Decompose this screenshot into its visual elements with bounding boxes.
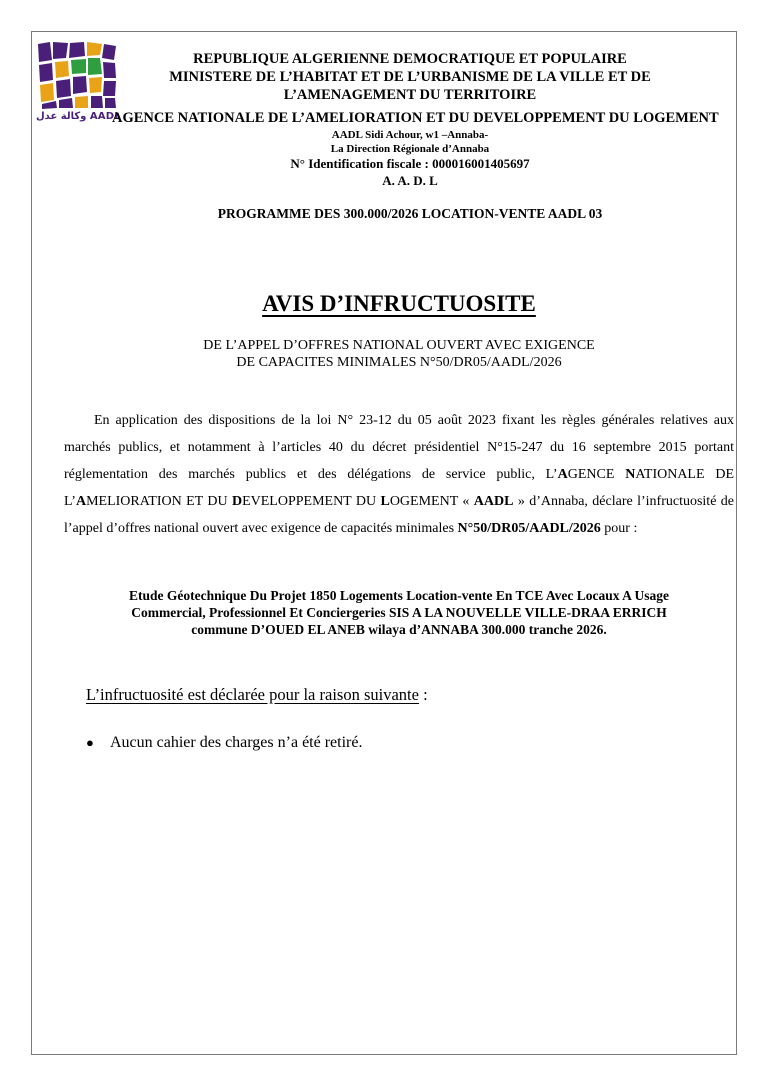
project-line-1: Etude Géotechnique Du Projet 1850 Logements Location-vente En TCE Avec Locaux A Usage (129, 588, 669, 603)
header-fiscal-id: N° Identification fiscale : 000016001405697 (290, 156, 530, 171)
tender-reference: N°50/DR05/AADL/2026 (457, 521, 601, 536)
body-intro: En application des dispositions de la loi N° 23-12 du 05 août 2023 fixant les règles générales relatives aux marchés publics, et notamment à l’articles 40 du décret présidentiel N°15-247 du 16 septembre 2015 portant réglementation des marchés publics et des délégations de service public, L’ (64, 413, 734, 482)
reason-label: L’infructuosité est déclarée pour la raison suivante (86, 685, 419, 704)
subtitle-line-2: DE CAPACITES MINIMALES N°50/DR05/AADL/2026 (236, 355, 562, 370)
subtitle-line-1: DE L’APPEL D’OFFRES NATIONAL OUVERT AVEC EXIGENCE (203, 338, 595, 353)
header-acronym: A. A. D. L (382, 173, 438, 188)
agency-initial-a2: A (75, 494, 87, 509)
reason-colon: : (418, 685, 428, 704)
reason-item-text: Aucun cahier des charges n’a été retiré. (110, 734, 363, 751)
agency-part-1: GENCE (567, 467, 626, 482)
document-title: AVIS D’INFRUCTUOSITE (262, 291, 536, 316)
agency-part-5: OGEMENT (389, 494, 458, 509)
agency-initial-l: L (380, 494, 390, 509)
list-item (86, 734, 362, 752)
aadl-bold: AADL (473, 494, 514, 509)
agency-part-3: MELIORATION ET DU (86, 494, 232, 509)
logo-caption: وكالة عدل AADL (36, 111, 121, 122)
programme-title: PROGRAMME DES 300.000/2026 LOCATION-VENTE AADL 03 (217, 206, 603, 221)
header-agency: AGENCE NATIONALE DE L’AMELIORATION ET DU DEVELOPPEMENT DU LOGEMENT (112, 110, 719, 126)
agency-part-2: ATIONALE DE L’ (64, 467, 735, 509)
agency-initial-d: D (231, 494, 243, 509)
header-republic: REPUBLIQUE ALGERIENNE DEMOCRATIQUE ET POPULAIRE (193, 51, 627, 67)
agency-part-4: EVELOPPEMENT DU (242, 494, 381, 509)
project-line-2: Commercial, Professionnel Et Conciergeries SIS A LA NOUVELLE VILLE-DRAA ERRICH (131, 605, 667, 620)
document-subtitle (34, 337, 764, 371)
quote-open: « (462, 494, 474, 509)
agency-initial-a: A (557, 467, 568, 482)
project-description (64, 587, 734, 638)
header-ministry: MINISTERE DE L’HABITAT ET DE L’URBANISME DE LA VILLE ET DE (169, 69, 651, 85)
project-line-3: commune D’OUED EL ANEB wilaya d’ANNABA 300.000 tranche 2026. (191, 622, 607, 637)
header-address: AADL Sidi Achour, w1 –Annaba- (331, 129, 489, 141)
body-ending: pour : (600, 521, 638, 536)
agency-initial-n: N (625, 467, 636, 482)
bullet-dot-icon: ● (86, 735, 94, 750)
body-paragraph (64, 407, 734, 542)
header-direction: La Direction Régionale d’Annaba (330, 143, 490, 155)
reason-heading (86, 685, 428, 705)
body-after-aadl: » d’Annaba, déclare l’infructuosité de l’appel d’offres national ouvert avec exigence de capacités minimales (64, 494, 734, 536)
header-ministry-cont: L’AMENAGEMENT DU TERRITOIRE (283, 87, 537, 103)
reason-list (86, 734, 362, 752)
